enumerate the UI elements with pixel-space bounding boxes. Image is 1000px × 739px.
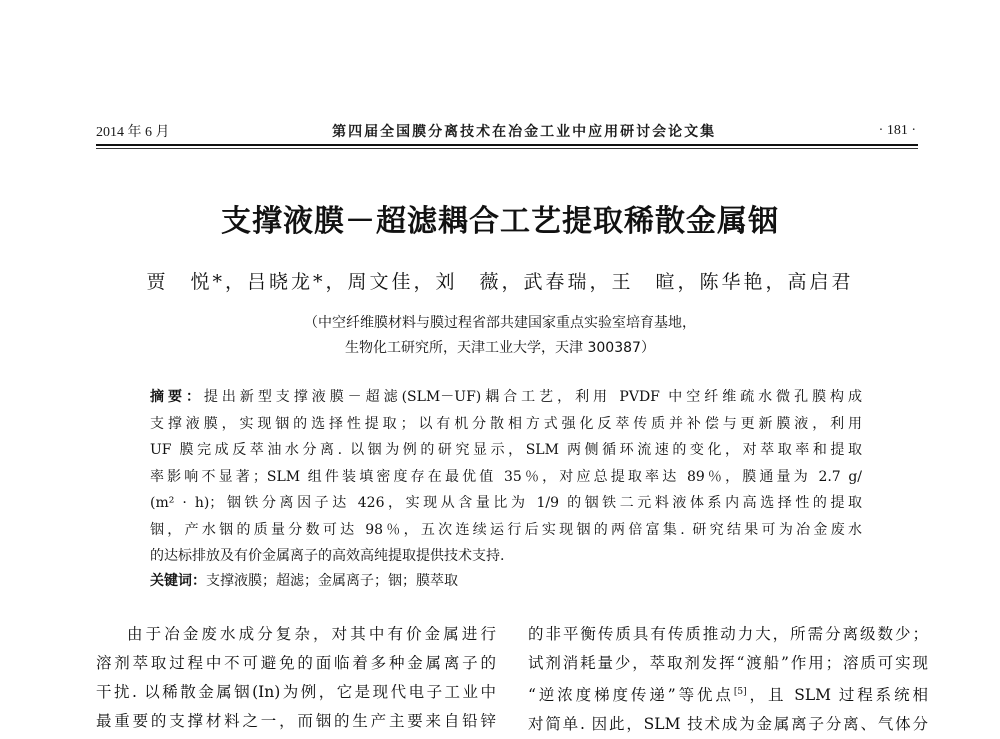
abstract-label: 摘要： bbox=[150, 389, 204, 405]
keywords-label: 关键词： bbox=[150, 573, 206, 589]
author-list: 贾 悦*，吕晓龙*，周文佳，刘 薇，武春瑞，王 暄，陈华艳，高启君 bbox=[146, 271, 854, 293]
paper-title: 支撑液膜－超滤耦合工艺提取稀散金属铟 bbox=[221, 204, 779, 239]
body-left-line-1: 由于冶金废水成分复杂，对其中有价金属进行 bbox=[127, 625, 496, 643]
running-header bbox=[96, 120, 916, 142]
header-rule-thin bbox=[96, 148, 918, 149]
body-right-line-4: 对简单. 因此，SLM 技术成为金属离子分离、气体分 bbox=[528, 715, 928, 734]
affiliation-line-1: （中空纤维膜材料与膜过程省部共建国家重点实验室培育基地， bbox=[304, 315, 696, 331]
body-left-line-4: 最重要的支撑材料之一，而铟的生产主要来自铅锌 bbox=[96, 712, 496, 730]
body-column-right bbox=[528, 620, 928, 739]
body-left-line-2: 溶剂萃取过程中不可避免的面临着多种金属离子的 bbox=[96, 654, 496, 672]
body-right-line-3: “逆浓度梯度传递”等优点[5]，且 SLM 过程系统相 bbox=[528, 686, 928, 705]
affiliation-line-2: 生物化工研究所，天津工业大学，天津 300387） bbox=[345, 340, 655, 356]
keywords bbox=[150, 570, 862, 590]
abstract-line-1: 摘要：提出新型支撑液膜－超滤(SLM－UF)耦合工艺，利用 PVDF 中空纤维疏水微孔膜构成 bbox=[150, 389, 863, 405]
abstract-line-7: 的达标排放及有价金属离子的高效高纯提取提供技术支持. bbox=[150, 548, 505, 564]
header-page-number: · 181 · bbox=[878, 123, 916, 138]
body-left-line-3: 干扰. 以稀散金属铟(In)为例，它是现代电子工业中 bbox=[96, 683, 496, 701]
abstract-line-2: 支撑液膜，实现铟的选择性提取；以有机分散相方式强化反萃传质并补偿与更新膜液，利用 bbox=[150, 415, 862, 432]
body-column-left bbox=[96, 620, 496, 736]
body-right-line-1: 的非平衡传质具有传质推动力大，所需分离级数少； bbox=[528, 625, 928, 643]
abstract-line-6: 铟，产水铟的质量分数可达 98％，五次连续运行后实现铟的两倍富集. 研究结果可为冶金废水 bbox=[150, 521, 862, 538]
abstract-line-5: (m² · h)；铟铁分离因子达 426，实现从含量比为 1/9 的铟铁二元料液体系内高选择性的提取 bbox=[150, 495, 862, 511]
citation-5: [5] bbox=[733, 687, 747, 697]
body-right-line-2: 试剂消耗量少，萃取剂发挥“渡船”作用；溶质可实现 bbox=[528, 654, 928, 672]
abstract-line-3: UF 膜完成反萃油水分离. 以铟为例的研究显示，SLM 两侧循环流速的变化，对萃取率和提取 bbox=[150, 442, 862, 458]
abstract-line-4: 率影响不显著；SLM 组件装填密度存在最优值 35％，对应总提取率达 89％，膜通量为 2.7 g/ bbox=[150, 468, 862, 485]
header-journal-title: 第四届全国膜分离技术在冶金工业中应用研讨会论文集 bbox=[332, 124, 717, 140]
header-date: 2014 年 6 月 bbox=[96, 125, 170, 140]
header-rule-thick bbox=[96, 144, 918, 146]
abstract bbox=[150, 384, 862, 570]
keywords-text: 支撑液膜；超滤；金属离子；铟；膜萃取 bbox=[206, 573, 458, 589]
